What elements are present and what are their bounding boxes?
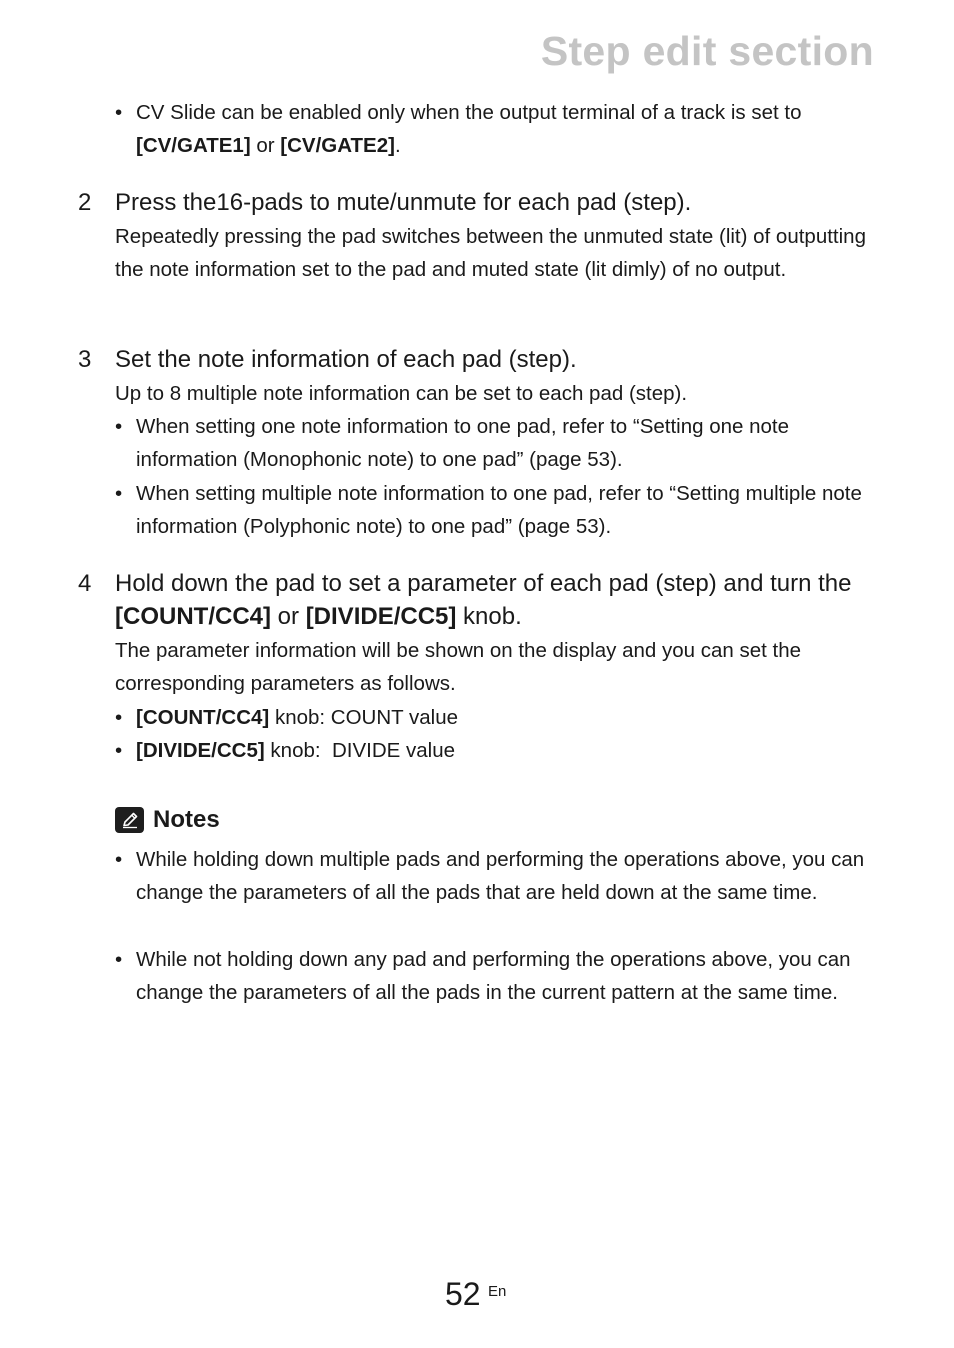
bullet-text [136, 734, 875, 767]
divide-value-text: knob: DIVIDE value [270, 739, 456, 762]
list-item [115, 477, 875, 543]
notes-heading [115, 806, 220, 834]
divide-cc5-key: [DIVIDE/CC5] [136, 739, 265, 762]
step-3 [78, 343, 878, 376]
count-value-text: knob: COUNT value [274, 706, 459, 729]
divide-cc5-label: [DIVIDE/CC5] [305, 603, 457, 630]
step-4-body: The parameter information will be shown on the display and you can set the corresponding parameters as follows. [115, 639, 801, 695]
pencil-icon [115, 807, 144, 833]
page-title: Step edit section [540, 28, 874, 74]
bullet-text [136, 96, 875, 162]
or-word: or [277, 603, 300, 630]
step-2 [78, 186, 878, 219]
list-item [115, 734, 875, 767]
step-number: 2 [78, 189, 92, 216]
step-number: 4 [78, 570, 92, 597]
step-heading-text: Hold down the pad to set a parameter of each pad (step) and turn the [115, 570, 852, 597]
bullet-dot: • [115, 739, 123, 762]
cv-gate1-label: [CV/GATE1] [136, 134, 251, 157]
step-heading: Set the note information of each pad (step). [115, 346, 577, 373]
bullet-text-main: CV Slide can be enabled only when the output terminal of a track is set to [136, 101, 802, 124]
step-number: 3 [78, 346, 92, 373]
or-word: or [256, 134, 275, 157]
bullet-dot: • [115, 848, 123, 871]
page-number: 52 [445, 1276, 481, 1312]
list-item [115, 410, 875, 476]
cv-gate2-label: [CV/GATE2] [280, 134, 395, 157]
count-cc4-label: [COUNT/CC4] [115, 603, 271, 630]
step-2-body: Repeatedly pressing the pad switches between the unmuted state (lit) of outputting the note information set to the pad and muted state (lit dimly) of no output. [115, 225, 866, 281]
bullet-dot: • [115, 948, 123, 971]
notes-label: Notes [153, 806, 220, 833]
step-heading: Press the16-pads to mute/unmute for each pad (step). [115, 189, 692, 216]
bullet-text: While not holding down any pad and performing the operations above, you can change the parameters of all the pads in the current pattern at the same time. [136, 948, 851, 1004]
bullet-dot: • [115, 482, 123, 505]
step-heading [115, 567, 878, 633]
bullet-dot: • [115, 101, 123, 124]
list-item [115, 96, 875, 162]
page-language: En [488, 1283, 507, 1300]
count-cc4-key: [COUNT/CC4] [136, 706, 270, 729]
list-item [115, 843, 875, 909]
bullet-text: While holding down multiple pads and performing the operations above, you can change the parameters of all the pads that are held down at the same time. [136, 848, 865, 904]
bullet-text: When setting multiple note information to one pad, refer to “Setting multiple note information (Polyphonic note) to one pad” (page 53). [136, 482, 862, 538]
bullet-dot: • [115, 706, 123, 729]
step-4 [78, 567, 878, 633]
period: . [394, 134, 401, 157]
list-item [115, 701, 875, 734]
bullet-text [136, 701, 875, 734]
step-heading-end: knob. [463, 603, 522, 630]
list-item [115, 943, 875, 1009]
bullet-text: When setting one note information to one pad, refer to “Setting one note information (Monophonic note) to one pad” (page 53). [136, 415, 790, 471]
bullet-dot: • [115, 415, 123, 438]
step-3-body: Up to 8 multiple note information can be set to each pad (step). [115, 382, 688, 405]
